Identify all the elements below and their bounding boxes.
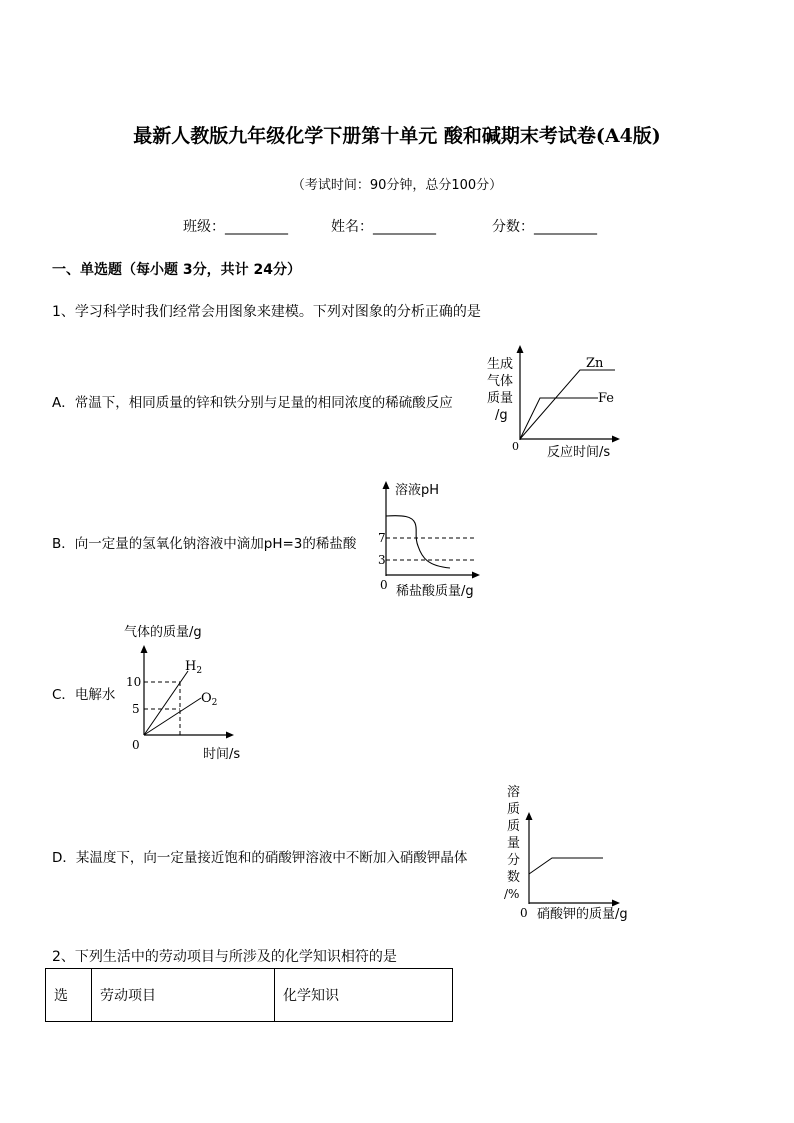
graph-c-ylabel: 气体的质量/g bbox=[124, 625, 202, 640]
graph-a-ylabel-2: 气体 bbox=[487, 374, 514, 389]
graph-d-ylabel-6: 数 bbox=[507, 870, 521, 885]
option-d: D．某温度下，向一定量接近饱和的硝酸钾溶液中不断加入硝酸钾晶体 bbox=[52, 850, 468, 866]
graph-a-label-fe: Fe bbox=[598, 391, 615, 406]
exam-info: （考试时间：90分钟，总分100分） bbox=[291, 178, 503, 193]
graph-d-xlabel: 硝酸钾的质量/g bbox=[537, 907, 628, 922]
option-b: B．向一定量的氢氧化钠溶液中滴加pH=3的稀盐酸 bbox=[52, 536, 357, 552]
graph-d-ylabel-2: 质 bbox=[507, 802, 521, 817]
graph-a-ylabel-3: 质量 bbox=[487, 391, 514, 406]
graph-c bbox=[118, 620, 258, 765]
graph-b-tick-7: 7 bbox=[378, 531, 386, 545]
graph-d-origin: 0 bbox=[520, 906, 528, 920]
graph-c-xlabel: 时间/s bbox=[203, 747, 241, 762]
graph-d-ylabel-4: 量 bbox=[507, 836, 521, 851]
graph-c-origin: 0 bbox=[132, 738, 140, 752]
graph-b-ylabel: 溶液pH bbox=[395, 483, 440, 498]
table-header-cell: 化学知识 bbox=[275, 969, 453, 1022]
graph-b bbox=[368, 478, 488, 603]
option-a: A．常温下，相同质量的锌和铁分别与足量的相同浓度的稀硫酸反应 bbox=[52, 395, 453, 411]
graph-d-ylabel-1: 溶 bbox=[507, 785, 521, 800]
graph-c-label-o2: $O_2$ bbox=[201, 691, 218, 708]
graph-a-origin: 0 bbox=[512, 440, 519, 453]
graph-d-ylabel-3: 质 bbox=[507, 819, 521, 834]
table-header-cell: 选 bbox=[46, 969, 92, 1022]
graph-a-label-zn: Zn bbox=[586, 356, 604, 371]
option-c: C．电解水 bbox=[52, 687, 116, 703]
question-2-table bbox=[45, 968, 453, 1022]
graph-c-label-h2: $H_2$ bbox=[185, 659, 203, 676]
graph-d bbox=[498, 780, 638, 925]
graph-a-ylabel-4: /g bbox=[495, 408, 508, 423]
graph-b-xlabel: 稀盐酸质量/g bbox=[396, 584, 474, 599]
name-field: 姓名：_________ bbox=[331, 219, 436, 235]
graph-a bbox=[470, 345, 630, 463]
table-header-row bbox=[46, 969, 453, 1022]
graph-a-ylabel-1: 生成 bbox=[487, 357, 514, 372]
graph-d-ylabel-5: 分 bbox=[507, 853, 521, 868]
graph-c-tick-5: 5 bbox=[132, 702, 140, 716]
question-2-stem: 2、下列生活中的劳动项目与所涉及的化学知识相符的是 bbox=[52, 949, 397, 965]
question-1-stem: 1、学习科学时我们经常会用图象来建模。下列对图象的分析正确的是 bbox=[52, 304, 481, 320]
table-header-cell: 劳动项目 bbox=[92, 969, 275, 1022]
graph-b-tick-3: 3 bbox=[378, 553, 386, 567]
graph-b-origin: 0 bbox=[380, 578, 388, 592]
section-heading: 一、单选题（每小题 3分，共计 24分） bbox=[52, 262, 301, 278]
score-field: 分数：_________ bbox=[492, 219, 597, 235]
graph-d-ylabel-7: /% bbox=[504, 887, 520, 901]
class-field: 班级：_________ bbox=[183, 219, 288, 235]
graph-c-tick-10: 10 bbox=[126, 675, 142, 689]
page-title: 最新人教版九年级化学下册第十单元 酸和碱期末考试卷(A4版) bbox=[133, 125, 661, 147]
graph-a-xlabel: 反应时间/s bbox=[547, 445, 611, 460]
